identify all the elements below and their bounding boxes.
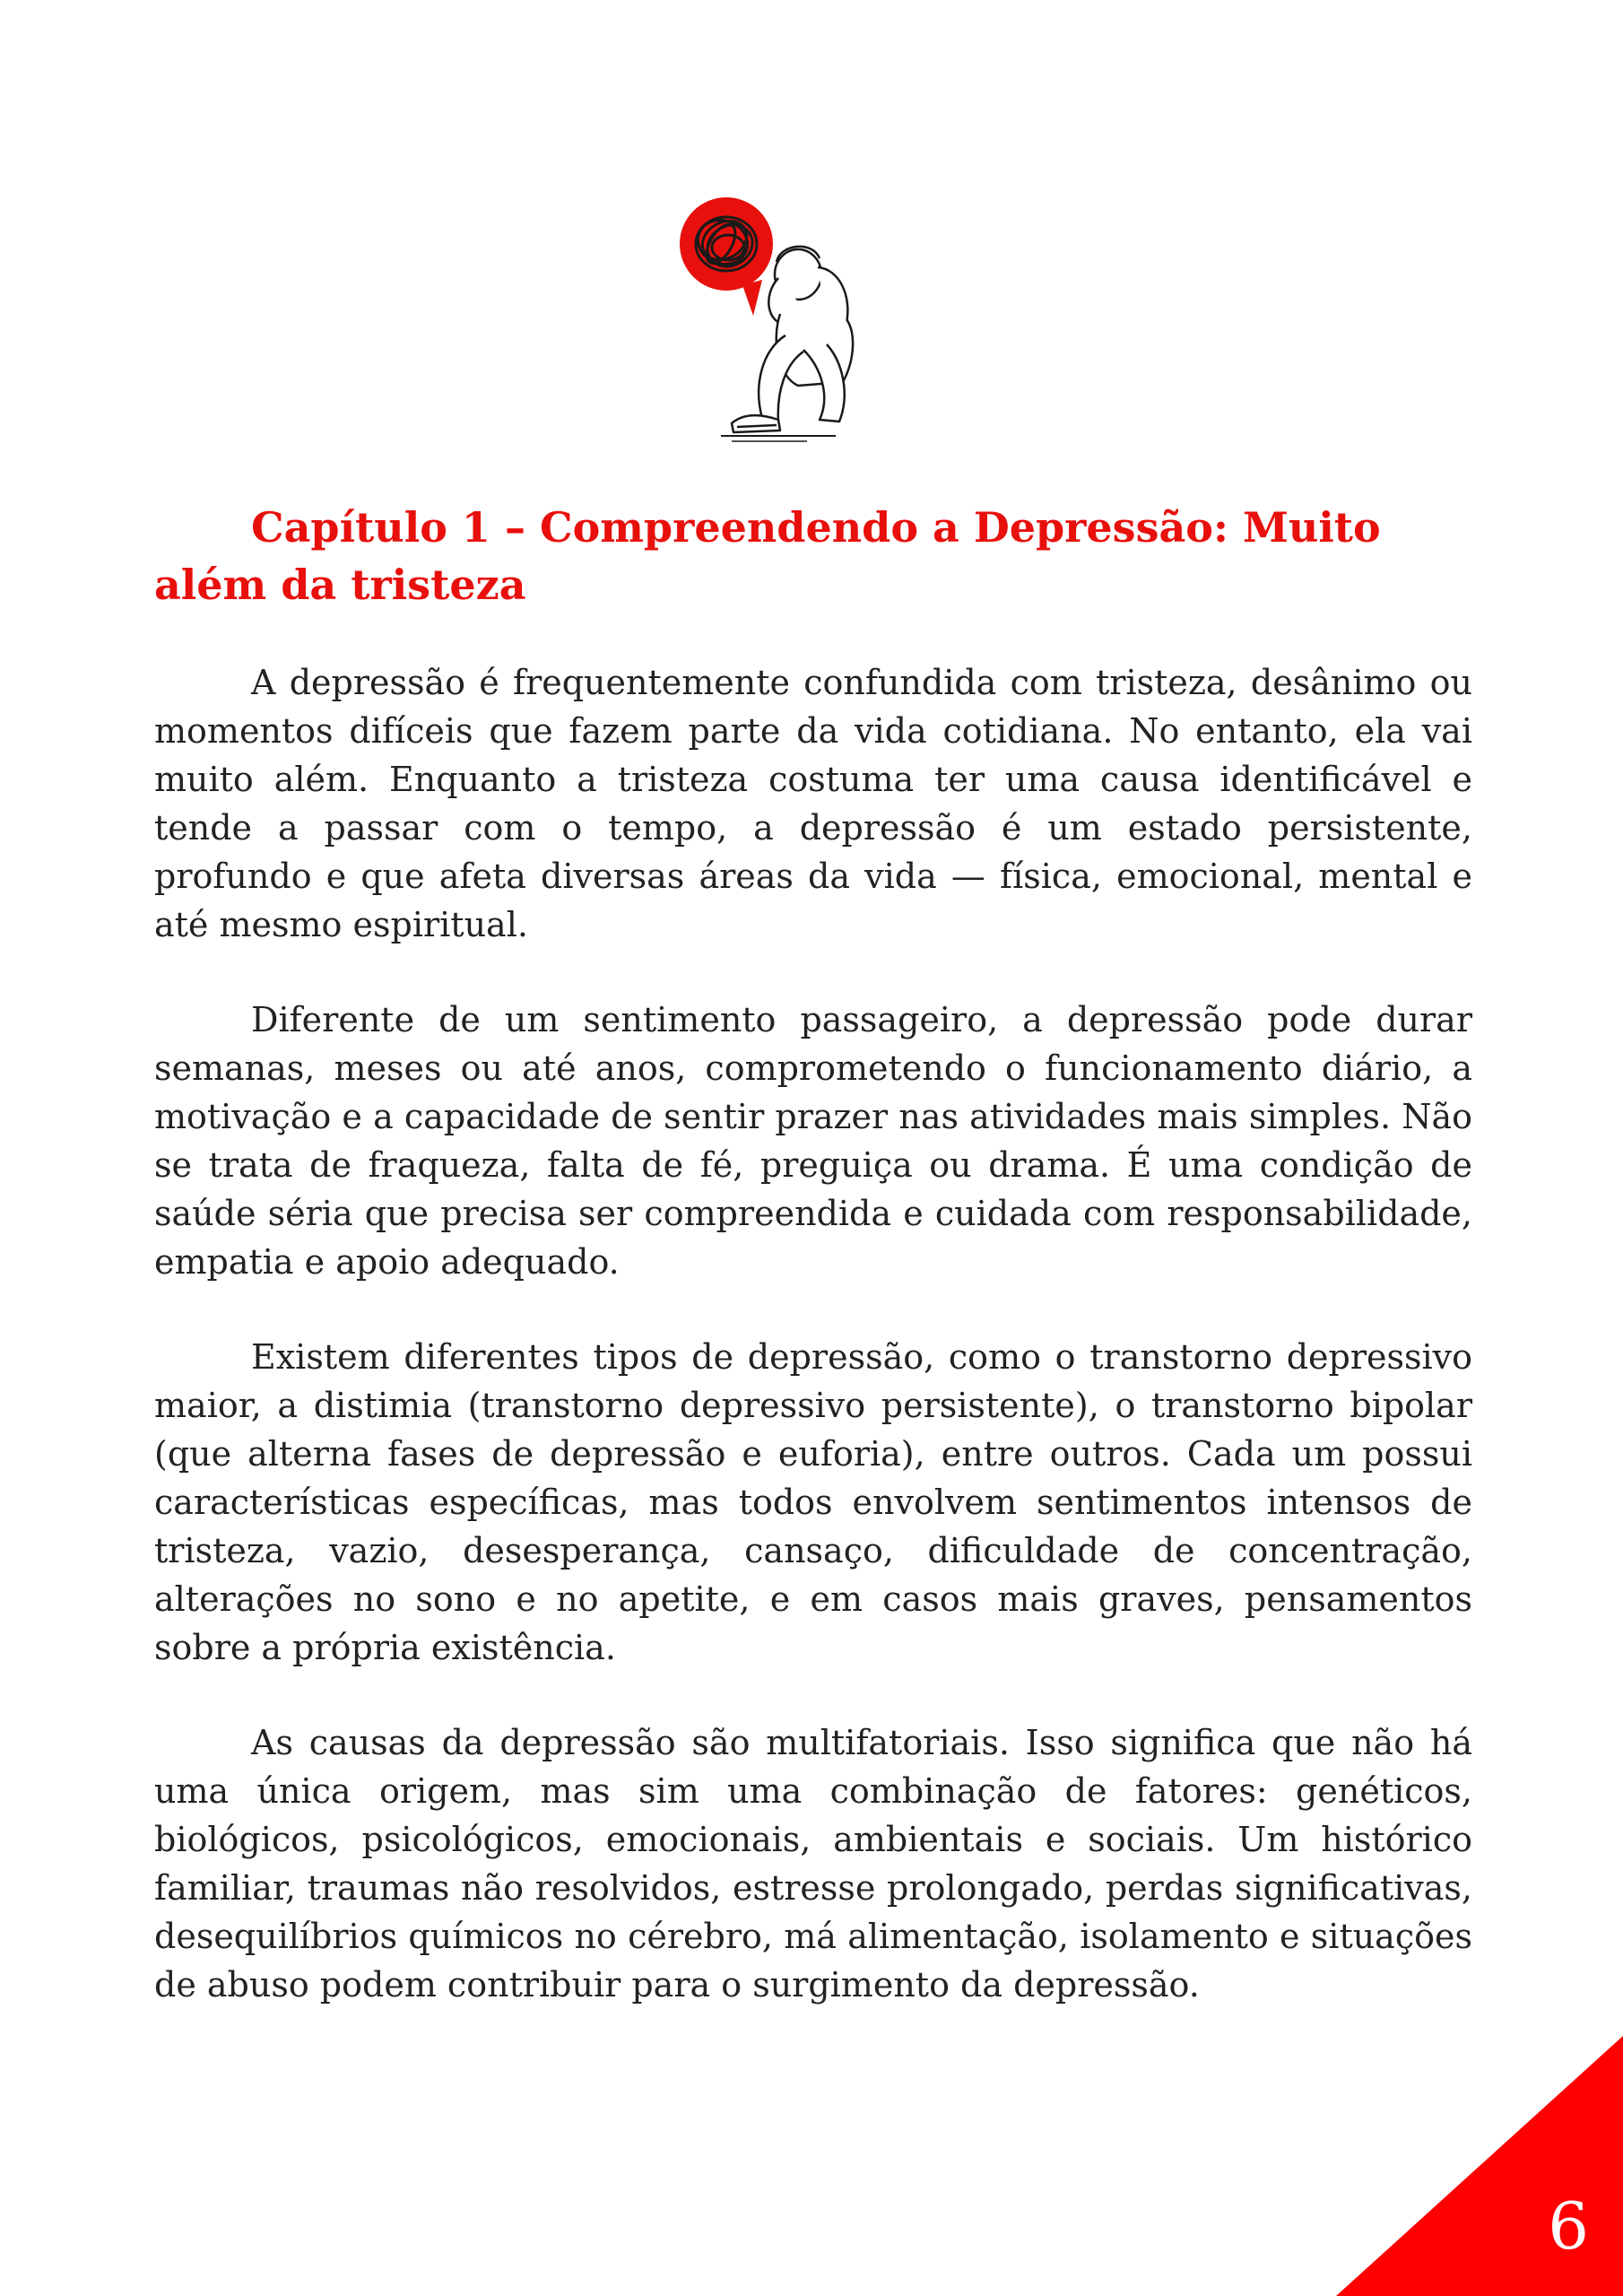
chapter-content	[154, 499, 1472, 2056]
distressed-person-thought-bubble-icon	[628, 161, 933, 466]
page-number: 6	[1548, 2188, 1589, 2264]
chapter-title: Capítulo 1 – Compreendendo a Depressão: Muito além da tristeza	[154, 503, 1381, 609]
distressed-person-illustration	[628, 161, 933, 466]
body-paragraph: A depressão é frequentemente confundida com tristeza, desânimo ou momentos difíceis que fazem parte da vida cotidiana. No entanto, ela vai muito além. Enquanto a tristeza costuma ter uma causa identificável e tende a passar com o tempo, a depressão é um estado persistente, profundo e que afeta diversas áreas da vida — física, emocional, mental e até mesmo espiritual.	[154, 663, 1472, 944]
body-paragraph: Diferente de um sentimento passageiro, a depressão pode durar semanas, meses ou até anos, comprometendo o funcionamento diário, a motivação e a capacidade de sentir prazer nas atividades mais simples. Não se trata de fraqueza, falta de fé, preguiça ou drama. É uma condição de saúde séria que precisa ser compreendida e cuidada com responsabilidade, empatia e apoio adequado.	[154, 1000, 1472, 1282]
body-paragraph: Existem diferentes tipos de depressão, como o transtorno depressivo maior, a distimia (transtorno depressivo persistente), o transtorno bipolar (que alterna fases de depressão e euforia), entre outros. Cada um possui características específicas, mas todos envolvem sentimentos intensos de tristeza, vazio, desesperança, cansaço, dificuldade de concentração, alterações no sono e no apetite, e em casos mais graves, pensamentos sobre a própria existência.	[154, 1337, 1472, 1667]
body-paragraph: As causas da depressão são multifatoriais. Isso significa que não há uma única origem, mas sim uma combinação de fatores: genéticos, biológicos, psicológicos, emocionais, ambientais e sociais. Um histórico familiar, traumas não resolvidos, estresse prolongado, perdas significativas, desequilíbrios químicos no cérebro, má alimentação, isolamento e situações de abuso podem contribuir para o surgimento da depressão.	[154, 1723, 1472, 2005]
